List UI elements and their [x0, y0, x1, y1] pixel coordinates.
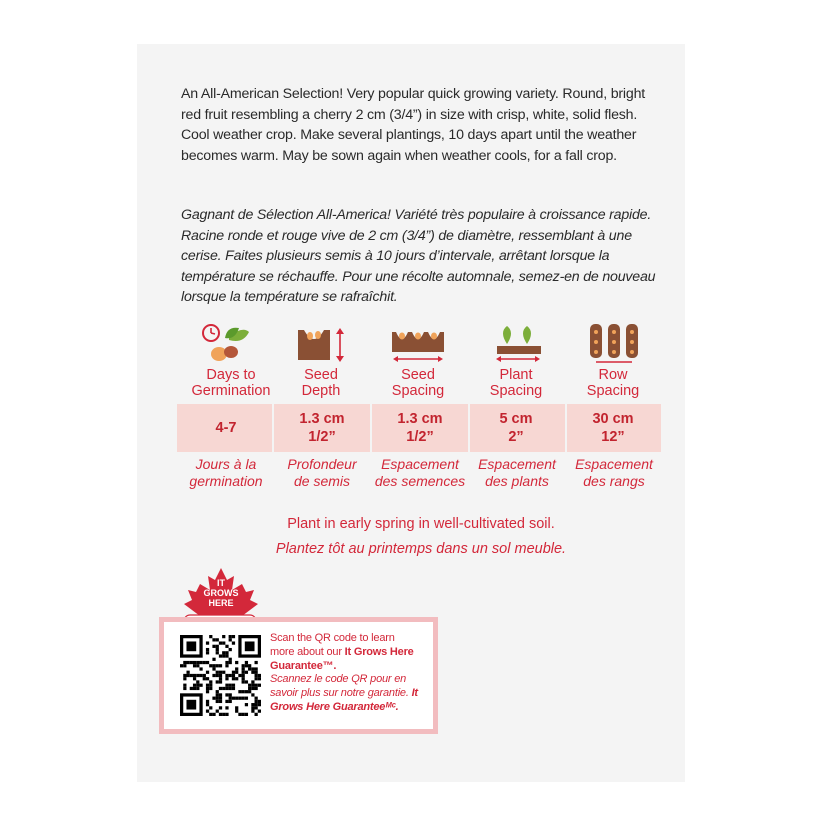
value-line: 5 cm [499, 411, 533, 427]
fr-label-row-spacing [566, 456, 662, 489]
badge-line: GROWS [203, 588, 239, 598]
value-line: 1/2” [308, 429, 336, 445]
fr-line: des plants [485, 472, 549, 489]
header-line: Plant [499, 367, 533, 383]
fr-line: Espacement [575, 456, 653, 472]
qr-brand-fr: It Grows Here Guaranteeᴹᶜ. [270, 687, 418, 713]
description-french: Gagnant de Sélection All-America! Variété très populaire à croissance rapide. Racine ronde et rouge vive de 2 cm (3/4”) de diamètre, ressemblant à une cerise. Faites plusieurs semis à 10 jours d’intervale, arrêtant lorsque la température se réchauffe. Pour une récolte automnale, semez-en de nouveau lorsque la température se rafraîchit. [181, 207, 656, 305]
description-english: An All-American Selection! Very popular quick growing variety. Round, bright red fruit resembling a cherry 2 cm (3/4”) in size with crisp, white, solid flesh. Cool weather crop. Make several plantings, 10 days apart until the weather becomes warm. May be sown again when weather cools, for a fall crop. [181, 86, 646, 164]
qr-code-icon[interactable] [180, 634, 261, 717]
value-line: 30 cm [592, 411, 634, 427]
qr-text-fr: Scannez le code QR pour en savoir plus sur notre garantie. [270, 673, 412, 700]
badge-line: IT [217, 578, 225, 588]
germination-clock-icon [199, 322, 259, 366]
seed-depth-icon [296, 322, 356, 366]
qr-text-en: Scan the QR code to learn more about our [270, 632, 395, 658]
planting-note-french: Plantez tôt au printemps dans un sol meuble. [275, 541, 567, 557]
header-line: Seed [304, 367, 338, 383]
header-line: Seed [401, 367, 435, 383]
fr-label-seed-depth [274, 456, 370, 489]
header-plant-spacing [470, 367, 562, 399]
header-line: Spacing [586, 383, 640, 399]
fr-label-plant-spacing [469, 456, 565, 489]
header-row-spacing [567, 367, 659, 399]
value-row-spacing [567, 404, 659, 452]
value-line: 12” [601, 429, 625, 445]
fr-line: germination [189, 472, 263, 489]
header-days-to-germination [185, 367, 277, 399]
planting-note-english: Plant in early spring in well-cultivated soil. [287, 516, 555, 532]
value-line: 1.3 cm [397, 411, 443, 427]
value-line: 1.3 cm [299, 411, 345, 427]
fr-label-seed-spacing [372, 456, 468, 489]
header-seed-depth [275, 367, 367, 399]
badge-line: HERE [208, 598, 234, 608]
value-days-to-germination [180, 404, 272, 452]
qr-guarantee-text [270, 632, 420, 715]
plant-spacing-icon [493, 322, 553, 366]
seed-spacing-icon [390, 322, 450, 366]
fr-line: de semis [293, 472, 351, 489]
value-plant-spacing [470, 404, 562, 452]
fr-line: Espacement [478, 456, 556, 472]
row-spacing-icon [588, 322, 648, 366]
header-seed-spacing [372, 367, 464, 399]
qr-brand-en: It Grows Here Guarantee™. [270, 645, 414, 672]
value-line: 1/2” [406, 429, 434, 445]
value-seed-depth [276, 404, 368, 452]
value-line: 2” [508, 429, 524, 445]
fr-line: Espacement [381, 456, 459, 472]
header-line: Spacing [489, 383, 543, 399]
value-seed-spacing [374, 404, 466, 452]
fr-label-germination [178, 456, 274, 489]
fr-line: Jours à la [195, 456, 257, 472]
fr-line: des semences [374, 472, 466, 489]
header-line: Spacing [391, 383, 445, 399]
header-line: Days to [206, 367, 256, 383]
header-line: Germination [191, 383, 271, 399]
value-line: 4-7 [215, 420, 237, 436]
header-line: Row [598, 367, 628, 383]
fr-line: des rangs [583, 472, 645, 489]
header-line: Depth [301, 383, 341, 399]
column-divider [272, 404, 274, 452]
fr-line: Profondeur [287, 456, 357, 472]
column-divider [370, 404, 372, 452]
